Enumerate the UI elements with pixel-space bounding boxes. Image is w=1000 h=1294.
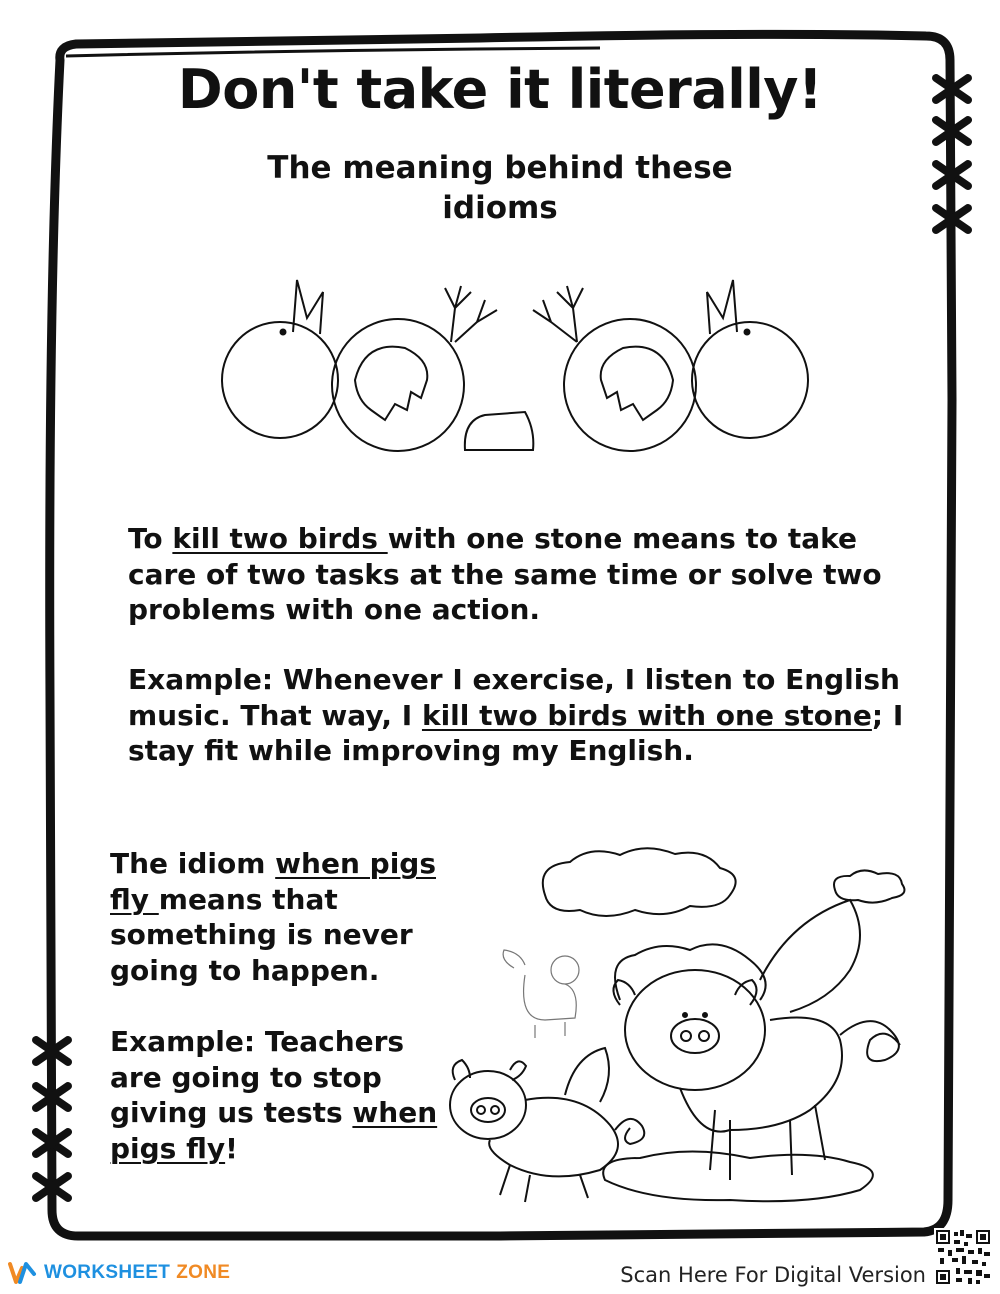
brand-name-part-1: WORKSHEET — [44, 1262, 171, 1283]
birds-and-stone-illustration — [215, 270, 815, 475]
subtitle-line-1: The meaning behind these — [267, 150, 733, 186]
page-title: Don't take it literally! — [177, 58, 823, 121]
qr-code-icon[interactable] — [934, 1228, 992, 1286]
birds-example-idiom: kill two birds with one stone — [421, 698, 872, 732]
pigs-idiom-part1: when pigs — [275, 847, 436, 880]
birds-example: Example: Whenever I exercise, I listen to English music. That way, I kill two birds with one stone; I stay fit while improving my English. — [128, 663, 904, 767]
subtitle-line-2: idioms — [442, 190, 558, 226]
birds-definition: To kill two birds with one stone means to take care of two tasks at the same time or solve two problems with one action. — [128, 522, 882, 626]
pigs-idiom-part2: fly — [110, 882, 159, 916]
birds-idiom-underlined: kill two birds — [172, 522, 388, 555]
pigs-example-idiom-part1: when — [352, 1096, 438, 1129]
flying-pigs-illustration — [430, 840, 975, 1215]
pigs-example: Example: Teachers are going to stop giving us tests when pigs fly! — [110, 1025, 438, 1165]
worksheet-zone-logo[interactable] — [8, 1260, 230, 1286]
worksheet-zone-logo-icon — [8, 1260, 38, 1286]
scan-instruction: Scan Here For Digital Version — [620, 1263, 926, 1287]
brand-name-part-2: ZONE — [176, 1262, 231, 1283]
page-subtitle — [0, 148, 1000, 228]
pigs-definition: The idiom when pigs fly means that something is never going to happen. — [110, 847, 436, 987]
pigs-example-idiom-part2: pigs fly — [110, 1131, 226, 1165]
